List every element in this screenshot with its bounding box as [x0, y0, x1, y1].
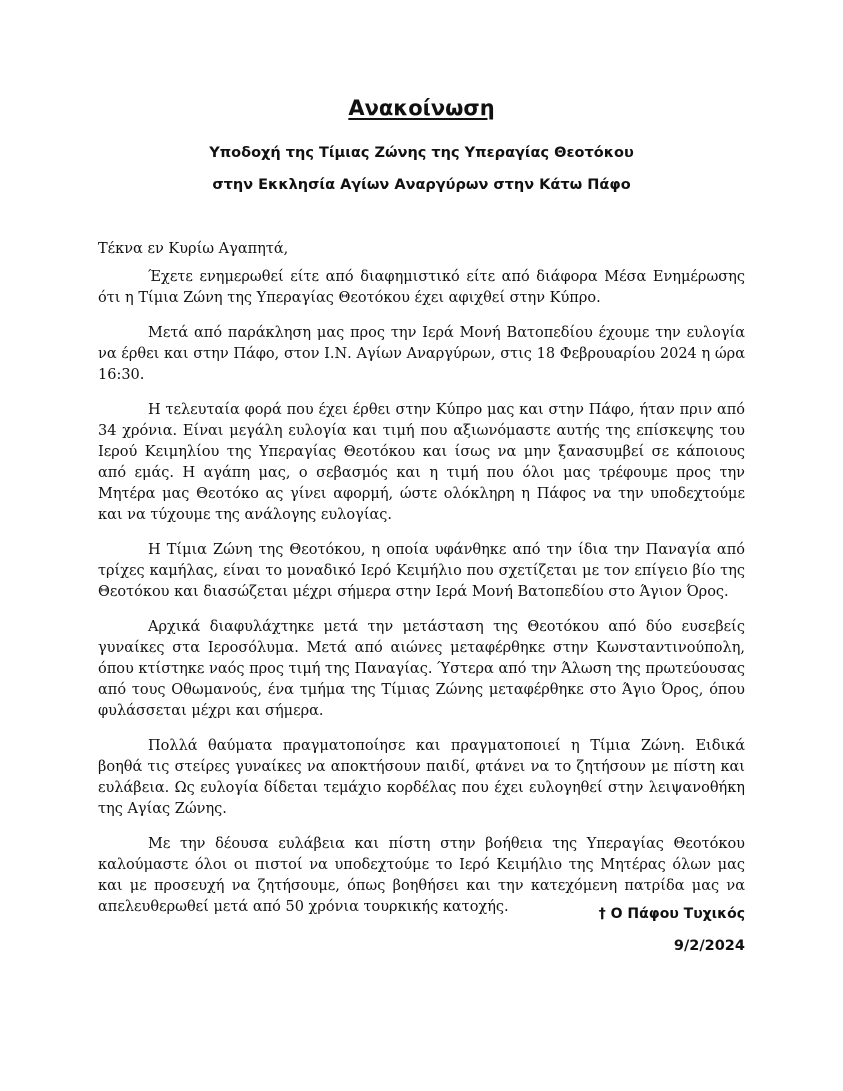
document-subtitle-line-2: στην Εκκλησία Αγίων Αναργύρων στην Κάτω Πάφο [212, 177, 631, 193]
paragraph-2: Μετά από παράκληση μας προς την Ιερά Μονή Βατοπεδίου έχουμε την ευλογία να έρθει και στην Πάφο, στον Ι.Ν. Αγίων Αναργύρων, στις 18 Φεβρουαρίου 2024 η ώρα 16:30. [98, 325, 745, 383]
paragraph-6: Πολλά θαύματα πραγματοποίησε και πραγματοποιεί η Τίμια Ζώνη. Ειδικά βοηθά τις στείρες γυναίκες να αποκτήσουν παιδί, φτάνει να το ζητήσουν με πίστη και ευλάβεια. Ως ευλογία δίδεται τεμάχιο κορδέλας που έχει ευλογηθεί στην λειψανοθήκη της Αγίας Ζώνης. [98, 738, 745, 817]
paragraph-4: Η Τίμια Ζώνη της Θεοτόκου, η οποία υφάνθηκε από την ίδια την Παναγία από τρίχες καμήλας, είναι το μοναδικό Ιερό Κειμήλιο που σχετίζεται με τον επίγειο βίο της Θεοτόκου και διασώζεται μέχρι σήμερα στην Ιερά Μονή Βατοπεδίου στο Άγιον Όρος. [98, 542, 745, 600]
paragraph-5: Αρχικά διαφυλάχτηκε μετά την μετάσταση της Θεοτόκου από δύο ευσεβείς γυναίκες στα Ιεροσόλυμα. Μετά από αιώνες μεταφέρθηκε στην Κωνσταντινούπολη, όπου κτίστηκε ναός προς τιμή της Παναγίας. Ύστερα από την Άλωση της πρωτεύουσας από τους Οθωμανούς, ένα τμήμα της Τίμιας Ζώνης μεταφέρθηκε στο Άγιο Όρος, όπου φυλάσσεται μέχρι και σήμερα. [98, 619, 745, 719]
paragraph-3: Η τελευταία φορά που έχει έρθει στην Κύπρο μας και στην Πάφο, ήταν πριν από 34 χρόνια. Είναι μεγάλη ευλογία και τιμή που αξιωνόμαστε αυτής της επίσκεψης του Ιερού Κειμηλίου της Υπεραγίας Θεοτόκου και ίσως να μην ξανασυμβεί σε κάποιους από εμάς. Η αγάπη μας, ο σεβασμός και η τιμή που όλοι μας τρέφουμε προς την Μητέρα μας Θεοτόκο ας γίνει αφορμή, ώστε ολόκληρη η Πάφος να την υποδεχτούμε και να τύχουμε της ανάλογης ευλογίας. [98, 402, 745, 523]
paragraph-1: Έχετε ενημερωθεί είτε από διαφημιστικό είτε από διάφορα Μέσα Ενημέρωσης ότι η Τίμια Ζώνη της Υπεραγίας Θεοτόκου έχει αφιχθεί στην Κύπρο. [98, 269, 745, 306]
paragraph-7: Με την δέουσα ευλάβεια και πίστη στην βοήθεια της Υπεραγίας Θεοτόκου καλούμαστε όλοι οι πιστοί να υποδεχτούμε το Ιερό Κειμήλιο της Μητέρας όλων μας και με προσευχή να ζητήσουμε, όπως βοηθήσει και την κατεχόμενη πατρίδα μας να απελευθερωθεί μετά από 50 χρόνια τουρκικής κατοχής. [98, 836, 745, 915]
document-body [98, 239, 745, 918]
document-subtitle-line-1: Υποδοχή της Τίμιας Ζώνης της Υπεραγίας Θεοτόκου [209, 145, 634, 161]
greeting: Τέκνα εν Κυρίω Αγαπητά, [98, 241, 289, 257]
document-title: Ανακοίνωση [348, 96, 495, 120]
signature: † Ο Πάφου Τυχικός [598, 906, 745, 922]
document-date: 9/2/2024 [673, 938, 745, 954]
